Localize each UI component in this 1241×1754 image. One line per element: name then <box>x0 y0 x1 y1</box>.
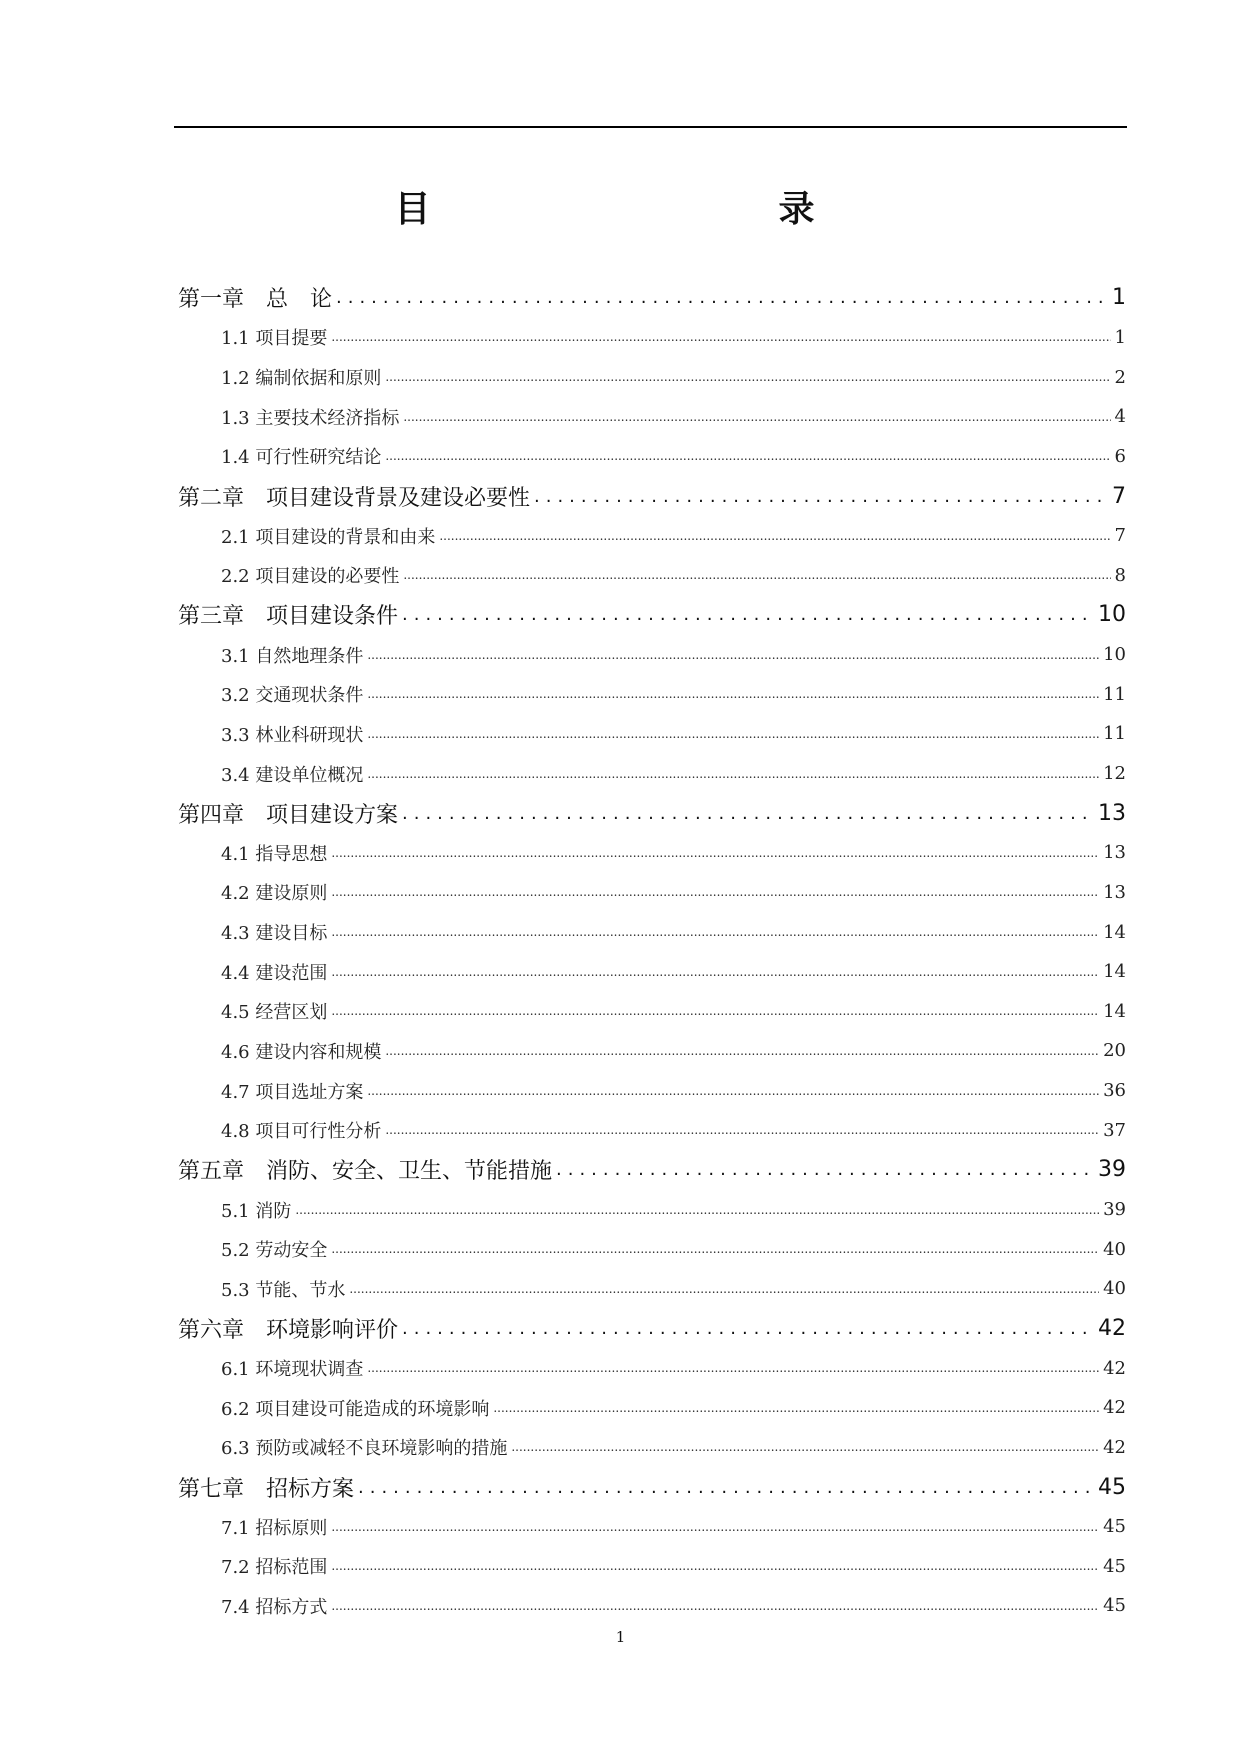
toc-entry-page: 14 <box>1103 921 1126 943</box>
toc-entry-page: 39 <box>1098 1157 1126 1183</box>
dot-leader <box>367 727 1099 741</box>
toc-entry-page: 45 <box>1103 1595 1126 1617</box>
dot-leader <box>385 449 1110 463</box>
toc-entry-page: 11 <box>1103 683 1126 705</box>
toc-entry-page: 13 <box>1098 800 1126 826</box>
toc-entry-title: 3.3 林业科研现状 <box>221 724 364 746</box>
dot-leader <box>385 1123 1099 1137</box>
toc-section-entry[interactable] <box>178 1071 1126 1111</box>
toc-entry-title: 1.3 主要技术经济指标 <box>221 407 400 429</box>
toc-entry-page: 40 <box>1103 1278 1126 1300</box>
toc-entry-page: 2 <box>1114 366 1126 388</box>
dot-leader <box>402 604 1094 625</box>
dot-leader <box>331 925 1099 939</box>
dot-leader <box>385 1044 1099 1058</box>
toc-entry-page: 13 <box>1103 881 1126 903</box>
toc-section-entry[interactable] <box>178 1110 1126 1150</box>
toc-section-entry[interactable] <box>178 1388 1126 1428</box>
toc-entry-title: 6.1 环境现状调查 <box>221 1359 364 1381</box>
toc-entry-title: 2.1 项目建设的背景和由来 <box>221 526 436 548</box>
dot-leader <box>402 1318 1094 1339</box>
toc-entry-title: 第三章 项目建设条件 <box>178 604 399 630</box>
toc-entry-page: 37 <box>1103 1119 1126 1141</box>
toc-section-entry[interactable] <box>178 1190 1126 1230</box>
toc-entry-title: 3.1 自然地理条件 <box>221 645 364 667</box>
dot-leader <box>367 687 1099 701</box>
dot-leader <box>511 1440 1099 1454</box>
toc-entry-page: 10 <box>1103 644 1126 666</box>
toc-section-entry[interactable] <box>178 1428 1126 1468</box>
toc-entry-title: 4.7 项目选址方案 <box>221 1081 364 1103</box>
toc-section-entry[interactable] <box>178 555 1126 595</box>
dot-leader <box>385 370 1110 384</box>
dot-leader <box>331 1559 1099 1573</box>
toc-entry-page: 14 <box>1103 961 1126 983</box>
toc-section-entry[interactable] <box>178 1507 1126 1547</box>
toc-section-entry[interactable] <box>178 1348 1126 1388</box>
toc-entry-page: 7 <box>1114 525 1126 547</box>
toc-section-entry[interactable] <box>178 437 1126 477</box>
toc-entry-title: 4.4 建设范围 <box>221 962 328 984</box>
toc-entry-page: 8 <box>1114 564 1126 586</box>
page-number: 1 <box>615 1628 626 1646</box>
header-rule <box>174 126 1127 128</box>
toc-entry-title: 4.1 指导思想 <box>221 843 328 865</box>
toc-entry-title: 7.4 招标方式 <box>221 1596 328 1618</box>
toc-entry-page: 36 <box>1103 1080 1126 1102</box>
dot-leader <box>367 648 1099 662</box>
dot-leader <box>367 1084 1099 1098</box>
dot-leader <box>349 1282 1099 1296</box>
toc-entry-title: 4.3 建设目标 <box>221 923 328 945</box>
toc-section-entry[interactable] <box>178 635 1126 675</box>
dot-leader <box>403 410 1110 424</box>
toc-entry-page: 7 <box>1112 483 1126 509</box>
dot-leader <box>402 803 1094 824</box>
dot-leader <box>493 1401 1099 1415</box>
toc-section-entry[interactable] <box>178 1547 1126 1587</box>
dot-leader <box>336 287 1108 308</box>
toc-section-entry[interactable] <box>178 1269 1126 1309</box>
toc-entry-title: 第七章 招标方案 <box>178 1476 355 1502</box>
toc-chapter-entry[interactable] <box>178 278 1126 318</box>
dot-leader <box>331 885 1099 899</box>
toc-entry-page: 1 <box>1112 285 1126 311</box>
toc-entry-title: 第四章 项目建设方案 <box>178 802 399 828</box>
toc-entry-page: 42 <box>1103 1397 1126 1419</box>
toc-section-entry[interactable] <box>178 357 1126 397</box>
toc-section-entry[interactable] <box>178 1031 1126 1071</box>
toc-entry-title: 4.6 建设内容和规模 <box>221 1041 382 1063</box>
toc-entry-page: 42 <box>1103 1436 1126 1458</box>
toc-entry-title: 5.2 劳动安全 <box>221 1240 328 1262</box>
dot-leader <box>403 568 1110 582</box>
toc-entry-title: 第五章 消防、安全、卫生、节能措施 <box>178 1159 553 1185</box>
table-of-contents <box>178 278 1126 1626</box>
toc-entry-page: 14 <box>1103 1000 1126 1022</box>
toc-entry-title: 1.1 项目提要 <box>221 328 328 350</box>
toc-entry-title: 7.2 招标范围 <box>221 1557 328 1579</box>
toc-entry-title: 第一章 总 论 <box>178 287 333 313</box>
toc-entry-title: 7.1 招标原则 <box>221 1517 328 1539</box>
toc-section-entry[interactable] <box>178 397 1126 437</box>
toc-entry-page: 45 <box>1098 1474 1126 1500</box>
dot-leader <box>331 330 1110 344</box>
toc-chapter-entry[interactable] <box>178 1309 1126 1349</box>
toc-entry-page: 1 <box>1114 326 1126 348</box>
dot-leader <box>358 1477 1094 1498</box>
toc-chapter-entry[interactable] <box>178 1467 1126 1507</box>
toc-entry-title: 5.3 节能、节水 <box>221 1279 346 1301</box>
toc-entry-page: 4 <box>1114 406 1126 428</box>
toc-section-entry[interactable] <box>178 833 1126 873</box>
toc-entry-page: 10 <box>1098 602 1126 628</box>
toc-chapter-entry[interactable] <box>178 595 1126 635</box>
toc-entry-title: 5.1 消防 <box>221 1200 292 1222</box>
toc-entry-title: 1.2 编制依据和原则 <box>221 368 382 390</box>
toc-section-entry[interactable] <box>178 992 1126 1032</box>
toc-section-entry[interactable] <box>178 754 1126 794</box>
toc-entry-page: 13 <box>1103 842 1126 864</box>
toc-entry-page: 6 <box>1114 445 1126 467</box>
toc-entry-title: 3.2 交通现状条件 <box>221 685 364 707</box>
toc-section-entry[interactable] <box>178 952 1126 992</box>
dot-leader <box>331 1004 1099 1018</box>
toc-entry-page: 45 <box>1103 1516 1126 1538</box>
dot-leader <box>331 1599 1099 1613</box>
toc-entry-title: 4.2 建设原则 <box>221 883 328 905</box>
toc-entry-title: 6.2 项目建设可能造成的环境影响 <box>221 1398 490 1420</box>
toc-chapter-entry[interactable] <box>178 793 1126 833</box>
toc-entry-page: 39 <box>1103 1199 1126 1221</box>
toc-title: 目 录 <box>394 189 907 230</box>
toc-entry-page: 40 <box>1103 1238 1126 1260</box>
dot-leader <box>439 529 1110 543</box>
toc-section-entry[interactable] <box>178 516 1126 556</box>
dot-leader <box>295 1203 1099 1217</box>
toc-entry-page: 42 <box>1103 1357 1126 1379</box>
toc-entry-title: 1.4 可行性研究结论 <box>221 447 382 469</box>
toc-section-entry[interactable] <box>178 1229 1126 1269</box>
dot-leader <box>556 1159 1094 1180</box>
dot-leader <box>367 1361 1099 1375</box>
dot-leader <box>367 767 1099 781</box>
toc-entry-title: 4.8 项目可行性分析 <box>221 1121 382 1143</box>
toc-entry-title: 6.3 预防或减轻不良环境影响的措施 <box>221 1438 508 1460</box>
toc-entry-title: 第二章 项目建设背景及建设必要性 <box>178 485 531 511</box>
dot-leader <box>331 846 1099 860</box>
toc-entry-title: 2.2 项目建设的必要性 <box>221 566 400 588</box>
toc-section-entry[interactable] <box>178 873 1126 913</box>
toc-chapter-entry[interactable] <box>178 1150 1126 1190</box>
toc-entry-title: 第六章 环境影响评价 <box>178 1317 399 1343</box>
toc-entry-title: 3.4 建设单位概况 <box>221 764 364 786</box>
toc-entry-page: 42 <box>1098 1315 1126 1341</box>
dot-leader <box>534 486 1108 507</box>
toc-entry-title: 4.5 经营区划 <box>221 1002 328 1024</box>
toc-entry-page: 20 <box>1103 1040 1126 1062</box>
toc-section-entry[interactable] <box>178 318 1126 358</box>
toc-section-entry[interactable] <box>178 714 1126 754</box>
toc-chapter-entry[interactable] <box>178 476 1126 516</box>
toc-section-entry[interactable] <box>178 912 1126 952</box>
dot-leader <box>331 1242 1099 1256</box>
toc-section-entry[interactable] <box>178 674 1126 714</box>
toc-section-entry[interactable] <box>178 1586 1126 1626</box>
toc-entry-page: 11 <box>1103 723 1126 745</box>
toc-entry-page: 45 <box>1103 1555 1126 1577</box>
dot-leader <box>331 1520 1099 1534</box>
dot-leader <box>331 965 1099 979</box>
toc-entry-page: 12 <box>1103 763 1126 784</box>
